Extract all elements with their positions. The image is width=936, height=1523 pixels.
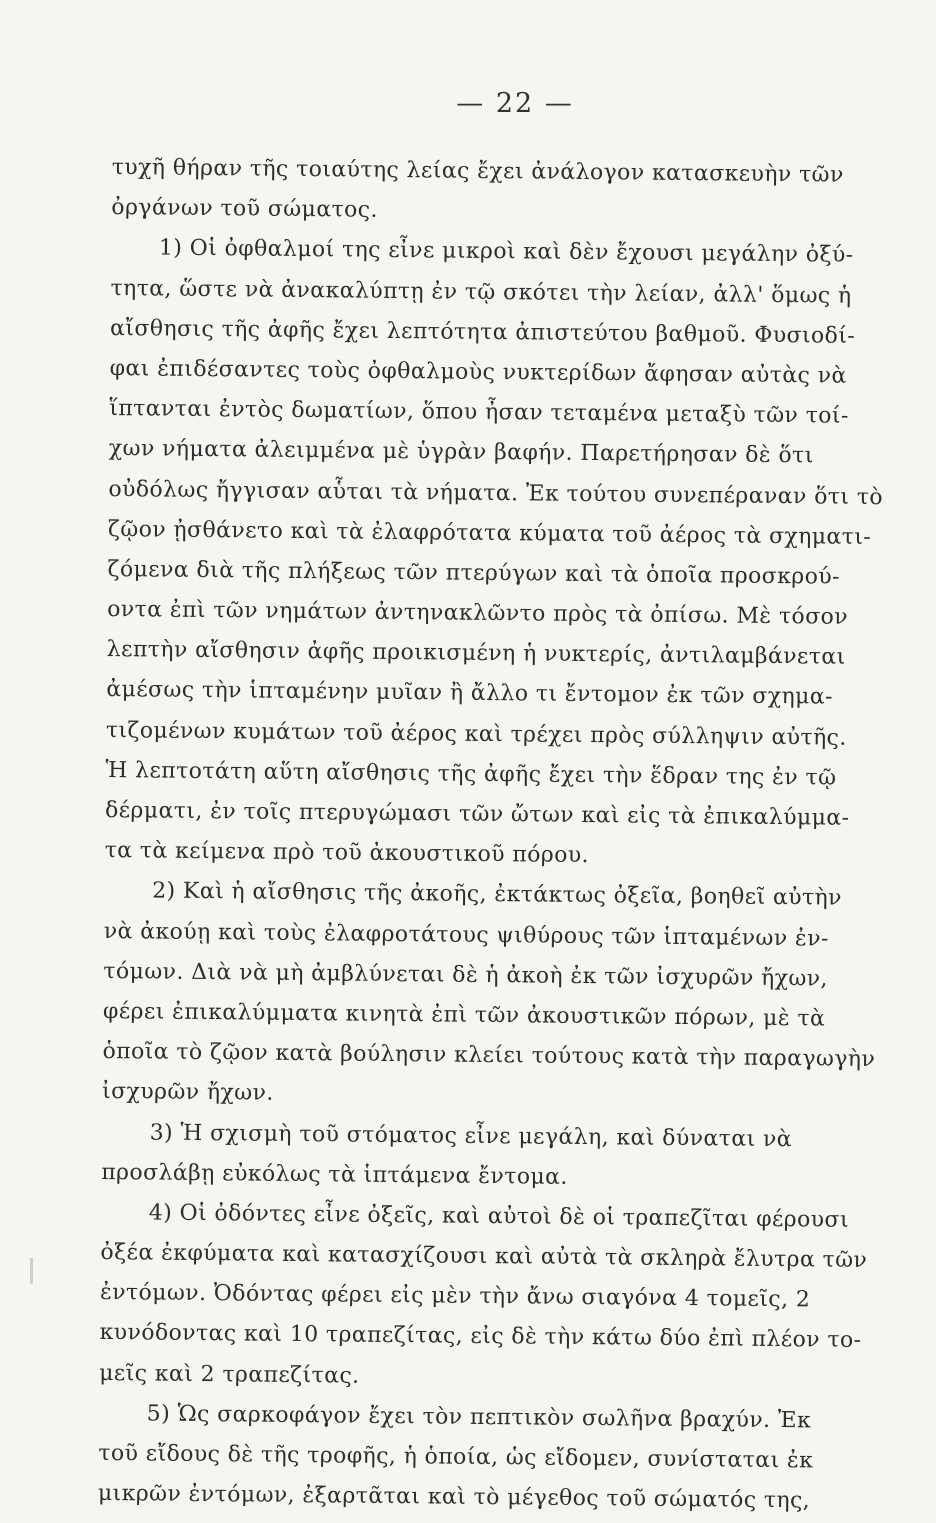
text-line: φαι ἐπιδέσαντες τοὺς ὀφθαλμοὺς νυκτερίδων ἄφησαν αὐτὰς νὰ [109, 355, 847, 389]
text-line: οὐδόλως ἤγγισαν αὗται τὰ νήματα. Ἐκ τούτου συνεπέραναν ὅτι τὸ [108, 476, 884, 510]
text-line: δέρματι, ἐν τοῖς πτερυγώμασι τῶν ὤτων καὶ εἰς τὰ ἐπικαλύμμα- [104, 797, 850, 831]
text-line: ἵπτανται ἐντὸς δωματίων, ὅπου ἦσαν τεταμένα μεταξὺ τῶν τοί- [109, 396, 849, 429]
text-line: ἐντόμων. Ὀδόντας φέρει εἰς μὲν τὴν ἄνω σιαγόνα 4 τομεῖς, 2 [99, 1280, 811, 1313]
scan-mark [30, 1258, 33, 1284]
text-line: τοῦ εἴδους δὲ τῆς τροφῆς, ἡ ὁποία, ὡς εἴδομεν, συνίσταται ἐκ [98, 1440, 814, 1474]
text-line: μεῖς καὶ 2 τραπεζίτας. [99, 1360, 360, 1389]
text-line: τητα, ὥστε νὰ ἀνακαλύπτῃ ἐν τῷ σκότει τὴν λείαν, ἀλλ' ὅμως ἡ [110, 275, 852, 309]
text-line: μικρῶν ἐντόμων, ἐξαρτᾶται καὶ τὸ μέγεθος τοῦ σώματός της, [97, 1481, 811, 1514]
text-line: Ἡ λεπτοτάτη αὕτη αἴσθησις τῆς ἀφῆς ἔχει τὴν ἕδραν της ἐν τῷ [105, 757, 837, 791]
page-number: — 22 — [456, 88, 574, 119]
text-line: προσλάβῃ εὐκόλως τὰ ἱπτάμενα ἔντομα. [101, 1159, 568, 1190]
text-line: ὀργάνων τοῦ σώματος. [111, 195, 378, 223]
text-line: ἰσχυρῶν ἤχων. [101, 1079, 274, 1107]
text-line: 1) Οἱ ὀφθαλμοί της εἶνε μικροὶ καὶ δὲν ἔχουσι μεγάλην ὀξύ- [158, 235, 854, 269]
text-line: χων νήματα ἀλειμμένα μὲ ὑγρὰν βαφήν. Παρετήρησαν δὲ ὅτι [108, 436, 814, 469]
text-line: τόμων. Διὰ νὰ μὴ ἀμβλύνεται δὲ ἡ ἀκοὴ ἐκ τῶν ἰσχυρῶν ἤχων, [103, 958, 829, 992]
text-line: τιζομένων κυμάτων τοῦ ἀέρος καὶ τρέχει πρὸς σύλληψιν αὐτῆς. [105, 717, 847, 751]
text-line: 3) Ἡ σχισμὴ τοῦ στόματος εἶνε μεγάλη, καὶ δύναται νὰ [149, 1119, 793, 1152]
text-line: νὰ ἀκούῃ καὶ τοὺς ἐλαφροτάτους ψιθύρους τῶν ἱπταμένων ἐν- [103, 918, 829, 952]
text-line: ζῷον ᾐσθάνετο καὶ τὰ ἐλαφρότατα κύματα τοῦ ἀέρος τὰ σχηματι- [107, 516, 872, 550]
body-text [98, 148, 908, 1523]
text-line: οντα ἐπὶ τῶν νημάτων ἀντηνακλῶντο πρὸς τὰ ὀπίσω. Μὲ τόσον [107, 597, 849, 630]
text-line: κυνόδοντας καὶ 10 τραπεζίτας, εἰς δὲ τὴν κάτω δύο ἐπὶ πλέον το- [99, 1320, 862, 1354]
text-line: ὁποῖα τὸ ζῷον κατὰ βούλησιν κλείει τούτους κατὰ τὴν παραγωγὴν [102, 1039, 876, 1073]
text-line: αἴσθησις τῆς ἀφῆς ἔχει λεπτότητα ἀπιστεύτου βαθμοῦ. Φυσιοδί- [109, 315, 856, 349]
text-line: 4) Οἱ ὀδόντες εἶνε ὀξεῖς, καὶ αὐτοὶ δὲ οἱ τραπεζῖται φέρουσι [148, 1200, 850, 1233]
text-line: φέρει ἐπικαλύμματα κινητὰ ἐπὶ τῶν ἀκουστικῶν πόρων, μὲ τὰ [102, 998, 826, 1032]
text-line: λεπτὴν αἴσθησιν ἀφῆς προικισμένη ἡ νυκτερίς, ἀντιλαμβάνεται [106, 637, 846, 670]
text-line: τυχῆ θήραν τῆς τοιαύτης λείας ἔχει ἀνάλογον κατασκευὴν τῶν [111, 154, 844, 188]
text-line: ἀμέσως τὴν ἱπταμένην μυῖαν ἢ ἄλλο τι ἔντομον ἐκ τῶν σχημα- [106, 677, 834, 711]
text-line: ζόμενα διὰ τῆς πλήξεως τῶν πτερύγων καὶ τὰ ὁποῖα προσκρού- [107, 556, 841, 590]
text-line: ὀξέα ἐκφύματα καὶ κατασχίζουσι καὶ αὐτὰ τὰ σκληρὰ ἔλυτρα τῶν [100, 1240, 868, 1274]
text-line: τα τὰ κείμενα πρὸ τοῦ ἀκουστικοῦ πόρου. [104, 838, 590, 869]
text-line: 2) Καὶ ἡ αἴσθησις τῆς ἀκοῆς, ἐκτάκτως ὀξεῖα, βοηθεῖ αὐτὴν [152, 878, 843, 912]
text-line: 5) Ὡς σαρκοφάγον ἔχει τὸν πεπτικὸν σωλῆνα βραχύν. Ἐκ [146, 1401, 812, 1434]
